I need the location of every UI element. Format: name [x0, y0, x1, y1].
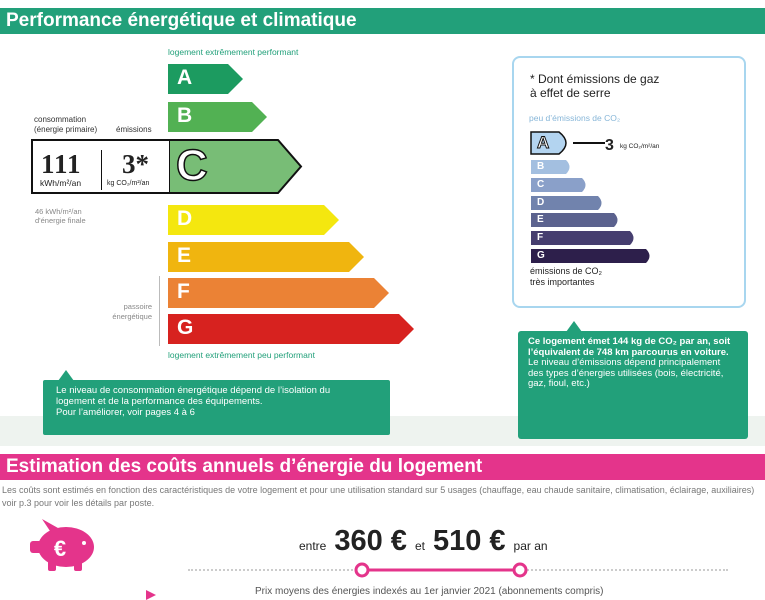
price-note: Prix moyens des énergies indexés au 1er janvier 2021 (abonnements compris) [255, 586, 604, 597]
per-year-label: par an [513, 539, 548, 553]
dpe-class-d: D [168, 205, 339, 235]
section-header-performance [0, 8, 765, 34]
ges-high-label: émissions de CO₂ très importantes [530, 266, 603, 287]
final-energy-label: 46 kWh/m²/an d'énergie finale [35, 207, 86, 225]
svg-text:€: € [53, 536, 67, 561]
dpe-class-e: E [168, 242, 364, 272]
and-label: et [414, 539, 425, 553]
passoire-label: passoire énergétique [112, 302, 152, 321]
ges-value: 3 [605, 137, 614, 154]
ges-class-g: G [531, 249, 653, 263]
ges-class-c: C [531, 178, 589, 192]
section-header-costs [0, 454, 765, 480]
ges-class-e: E [531, 213, 621, 227]
ges-current-letter: A [537, 133, 550, 152]
ges-low-label: peu d’émissions de CO₂ [529, 113, 621, 123]
dpe-current-letter: C [176, 141, 208, 190]
emissions-unit: kg CO₂/m²/an [107, 180, 150, 187]
ges-tooltip: Ce logement émet 144 kg de CO₂ par an, soit l’équivalent de 748 km parcourus en voiture. Le niveau d’émissions dépend principalement des types d’énergies utilisées (bois, électricité, gaz, fioul, etc.) [518, 331, 748, 439]
consumption-tooltip: Le niveau de consommation énergétique dépend de l’isolation du logement et de la performance des équipements. Pour l’améliorer, voir pages 4 à 6 [43, 380, 390, 435]
ges-unit: kg CO₂/m²/an [620, 143, 660, 150]
cost-min: 360 € [334, 525, 407, 557]
ges-class-f: F [531, 231, 637, 245]
emissions-label: émissions [116, 125, 152, 134]
ges-class-d: D [531, 196, 605, 210]
dpe-class-b: B [168, 102, 267, 132]
cost-max: 510 € [432, 525, 506, 557]
between-label: entre [299, 539, 327, 553]
value-separator [101, 150, 102, 190]
piggy-bank-euro-icon [28, 515, 103, 573]
consumption-value: 111 [41, 149, 82, 179]
emissions-value: 3* [122, 149, 149, 179]
dpe-class-g: G [168, 314, 414, 344]
costs-description: Les coûts sont estimés en fonction des caractéristiques de votre logement et pour une utilisation standard sur 5 usages (chauffage, eau chaude sanitaire, climatisation, éclairage, auxiliaires) voir p.3 pour voir les détails par poste. [2, 485, 755, 508]
label-extremely-inefficient: logement extrêmement peu performant [168, 350, 315, 360]
ges-class-b: B [531, 160, 573, 174]
cost-range-track [340, 560, 540, 580]
arrow-right-icon [146, 590, 158, 600]
section-title: Estimation des coûts annuels d’énergie du logement [6, 456, 483, 477]
ges-note: * Dont émissions de gaz à effet de serre [530, 72, 660, 100]
cost-range [299, 525, 548, 558]
dpe-class-c-current [168, 139, 303, 194]
dpe-class-f: F [168, 278, 389, 308]
consumption-label: consommation (énergie primaire) [34, 115, 98, 134]
passoire-bracket [159, 276, 160, 346]
consumption-unit: kWh/m²/an [40, 178, 82, 188]
section-title: Performance énergétique et climatique [6, 10, 357, 31]
label-extremely-efficient: logement extrêmement performant [168, 47, 299, 57]
dpe-class-a: A [168, 64, 243, 94]
